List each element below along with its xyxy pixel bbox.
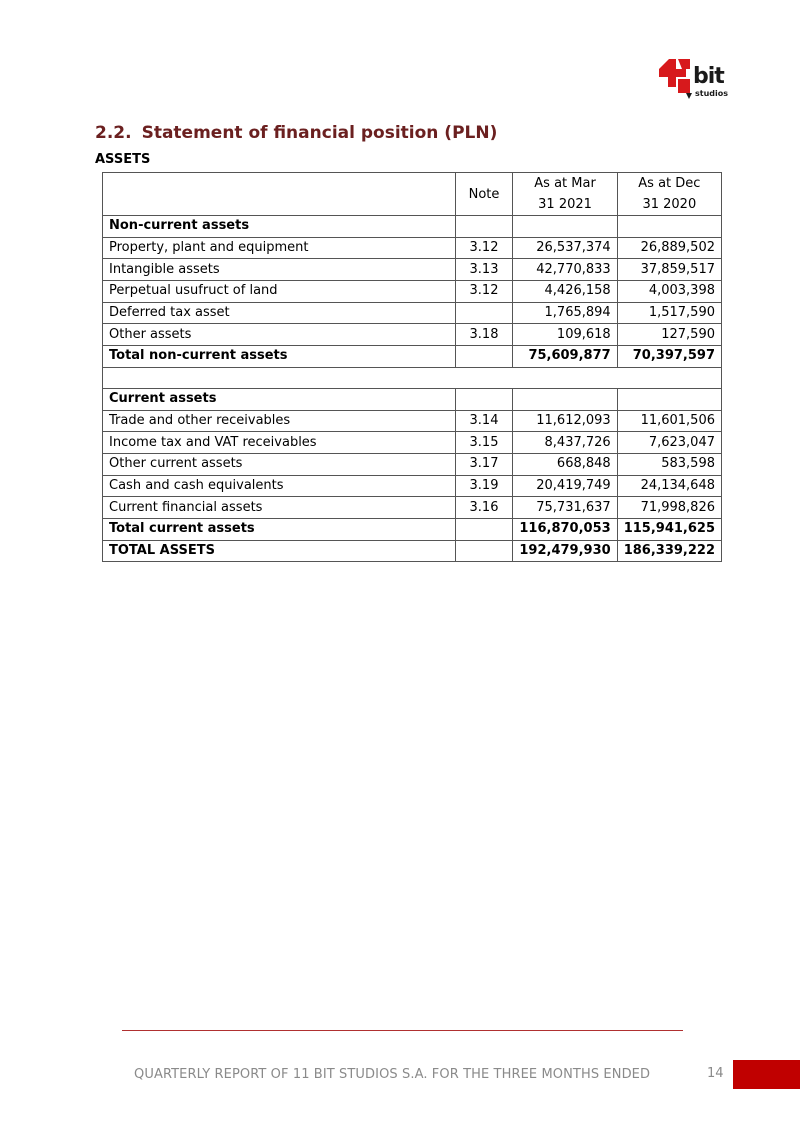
row-note: 3.14 <box>455 410 513 432</box>
footer-divider <box>122 1030 683 1031</box>
row-note <box>455 346 513 368</box>
row-note <box>455 302 513 324</box>
table-row <box>103 432 722 454</box>
header-note: Note <box>455 173 513 216</box>
row-value-mar-2021: 42,770,833 <box>513 259 617 281</box>
row-note <box>455 388 513 410</box>
logo-mark-bottom <box>678 79 690 93</box>
table-row <box>103 497 722 519</box>
table-spacer-row <box>103 367 722 388</box>
logo-brand-sub: studios <box>695 89 729 98</box>
row-value-dec-2020: 71,998,826 <box>617 497 721 519</box>
row-label: Intangible assets <box>103 259 456 281</box>
row-value-mar-2021: 75,731,637 <box>513 497 617 519</box>
row-value-dec-2020: 11,601,506 <box>617 410 721 432</box>
table-row-section-heading <box>103 216 722 238</box>
header-label-cell <box>103 173 456 216</box>
row-note: 3.12 <box>455 237 513 259</box>
row-note: 3.15 <box>455 432 513 454</box>
table-row <box>103 475 722 497</box>
spacer-cell <box>103 367 722 388</box>
row-value-dec-2020: 583,598 <box>617 453 721 475</box>
row-value-mar-2021 <box>513 388 617 410</box>
financial-position-table <box>102 172 722 562</box>
footer-accent-block <box>733 1060 800 1089</box>
table-row-total <box>103 346 722 368</box>
row-value-dec-2020: 115,941,625 <box>617 518 721 540</box>
row-note: 3.12 <box>455 281 513 303</box>
logo-mark-notch <box>686 93 692 99</box>
row-label: Income tax and VAT receivables <box>103 432 456 454</box>
row-value-dec-2020: 1,517,590 <box>617 302 721 324</box>
row-note: 3.19 <box>455 475 513 497</box>
section-number: 2.2. <box>95 123 132 143</box>
table-row <box>103 281 722 303</box>
row-note <box>455 216 513 238</box>
row-label: Property, plant and equipment <box>103 237 456 259</box>
table-header-row <box>103 173 722 216</box>
row-label: Current assets <box>103 388 456 410</box>
row-value-mar-2021: 26,537,374 <box>513 237 617 259</box>
table-row-total <box>103 518 722 540</box>
row-value-mar-2021: 116,870,053 <box>513 518 617 540</box>
logo-brand-main: bit <box>693 64 724 89</box>
row-value-mar-2021: 75,609,877 <box>513 346 617 368</box>
row-note: 3.16 <box>455 497 513 519</box>
section-title-text: Statement of financial position (PLN) <box>141 123 498 143</box>
table-row <box>103 410 722 432</box>
row-value-dec-2020: 37,859,517 <box>617 259 721 281</box>
row-label: Other current assets <box>103 453 456 475</box>
table-row <box>103 259 722 281</box>
row-label: Deferred tax asset <box>103 302 456 324</box>
row-value-dec-2020 <box>617 388 721 410</box>
row-label: Other assets <box>103 324 456 346</box>
row-label: Non-current assets <box>103 216 456 238</box>
table-row <box>103 453 722 475</box>
row-value-dec-2020: 24,134,648 <box>617 475 721 497</box>
row-value-mar-2021: 20,419,749 <box>513 475 617 497</box>
assets-label: ASSETS <box>95 152 151 167</box>
row-label: Total current assets <box>103 518 456 540</box>
table-row <box>103 237 722 259</box>
section-heading <box>95 123 497 143</box>
page-number: 14 <box>707 1066 724 1081</box>
table-row-section-heading <box>103 388 722 410</box>
row-value-mar-2021: 8,437,726 <box>513 432 617 454</box>
row-label: Total non-current assets <box>103 346 456 368</box>
row-value-dec-2020: 4,003,398 <box>617 281 721 303</box>
row-label: Perpetual usufruct of land <box>103 281 456 303</box>
table-row-grand-total <box>103 540 722 562</box>
row-label: Current financial assets <box>103 497 456 519</box>
table-row <box>103 324 722 346</box>
row-note: 3.13 <box>455 259 513 281</box>
row-value-mar-2021: 1,765,894 <box>513 302 617 324</box>
row-note: 3.18 <box>455 324 513 346</box>
row-label: TOTAL ASSETS <box>103 540 456 562</box>
row-note <box>455 518 513 540</box>
row-label: Cash and cash equivalents <box>103 475 456 497</box>
row-value-mar-2021: 11,612,093 <box>513 410 617 432</box>
footer-text: QUARTERLY REPORT OF 11 BIT STUDIOS S.A. FOR THE THREE MONTHS ENDED <box>134 1067 651 1082</box>
logo-mark-top <box>678 59 690 69</box>
row-value-dec-2020: 7,623,047 <box>617 432 721 454</box>
row-value-dec-2020: 26,889,502 <box>617 237 721 259</box>
row-value-dec-2020: 70,397,597 <box>617 346 721 368</box>
row-value-mar-2021: 109,618 <box>513 324 617 346</box>
header-col-dec-2020: As at Dec 31 2020 <box>617 173 721 216</box>
row-value-dec-2020: 186,339,222 <box>617 540 721 562</box>
row-note: 3.17 <box>455 453 513 475</box>
table-row <box>103 302 722 324</box>
row-value-mar-2021 <box>513 216 617 238</box>
row-note <box>455 540 513 562</box>
row-value-dec-2020: 127,590 <box>617 324 721 346</box>
row-label: Trade and other receivables <box>103 410 456 432</box>
row-value-mar-2021: 668,848 <box>513 453 617 475</box>
header-col-mar-2021: As at Mar 31 2021 <box>513 173 617 216</box>
row-value-mar-2021: 4,426,158 <box>513 281 617 303</box>
row-value-dec-2020 <box>617 216 721 238</box>
row-value-mar-2021: 192,479,930 <box>513 540 617 562</box>
